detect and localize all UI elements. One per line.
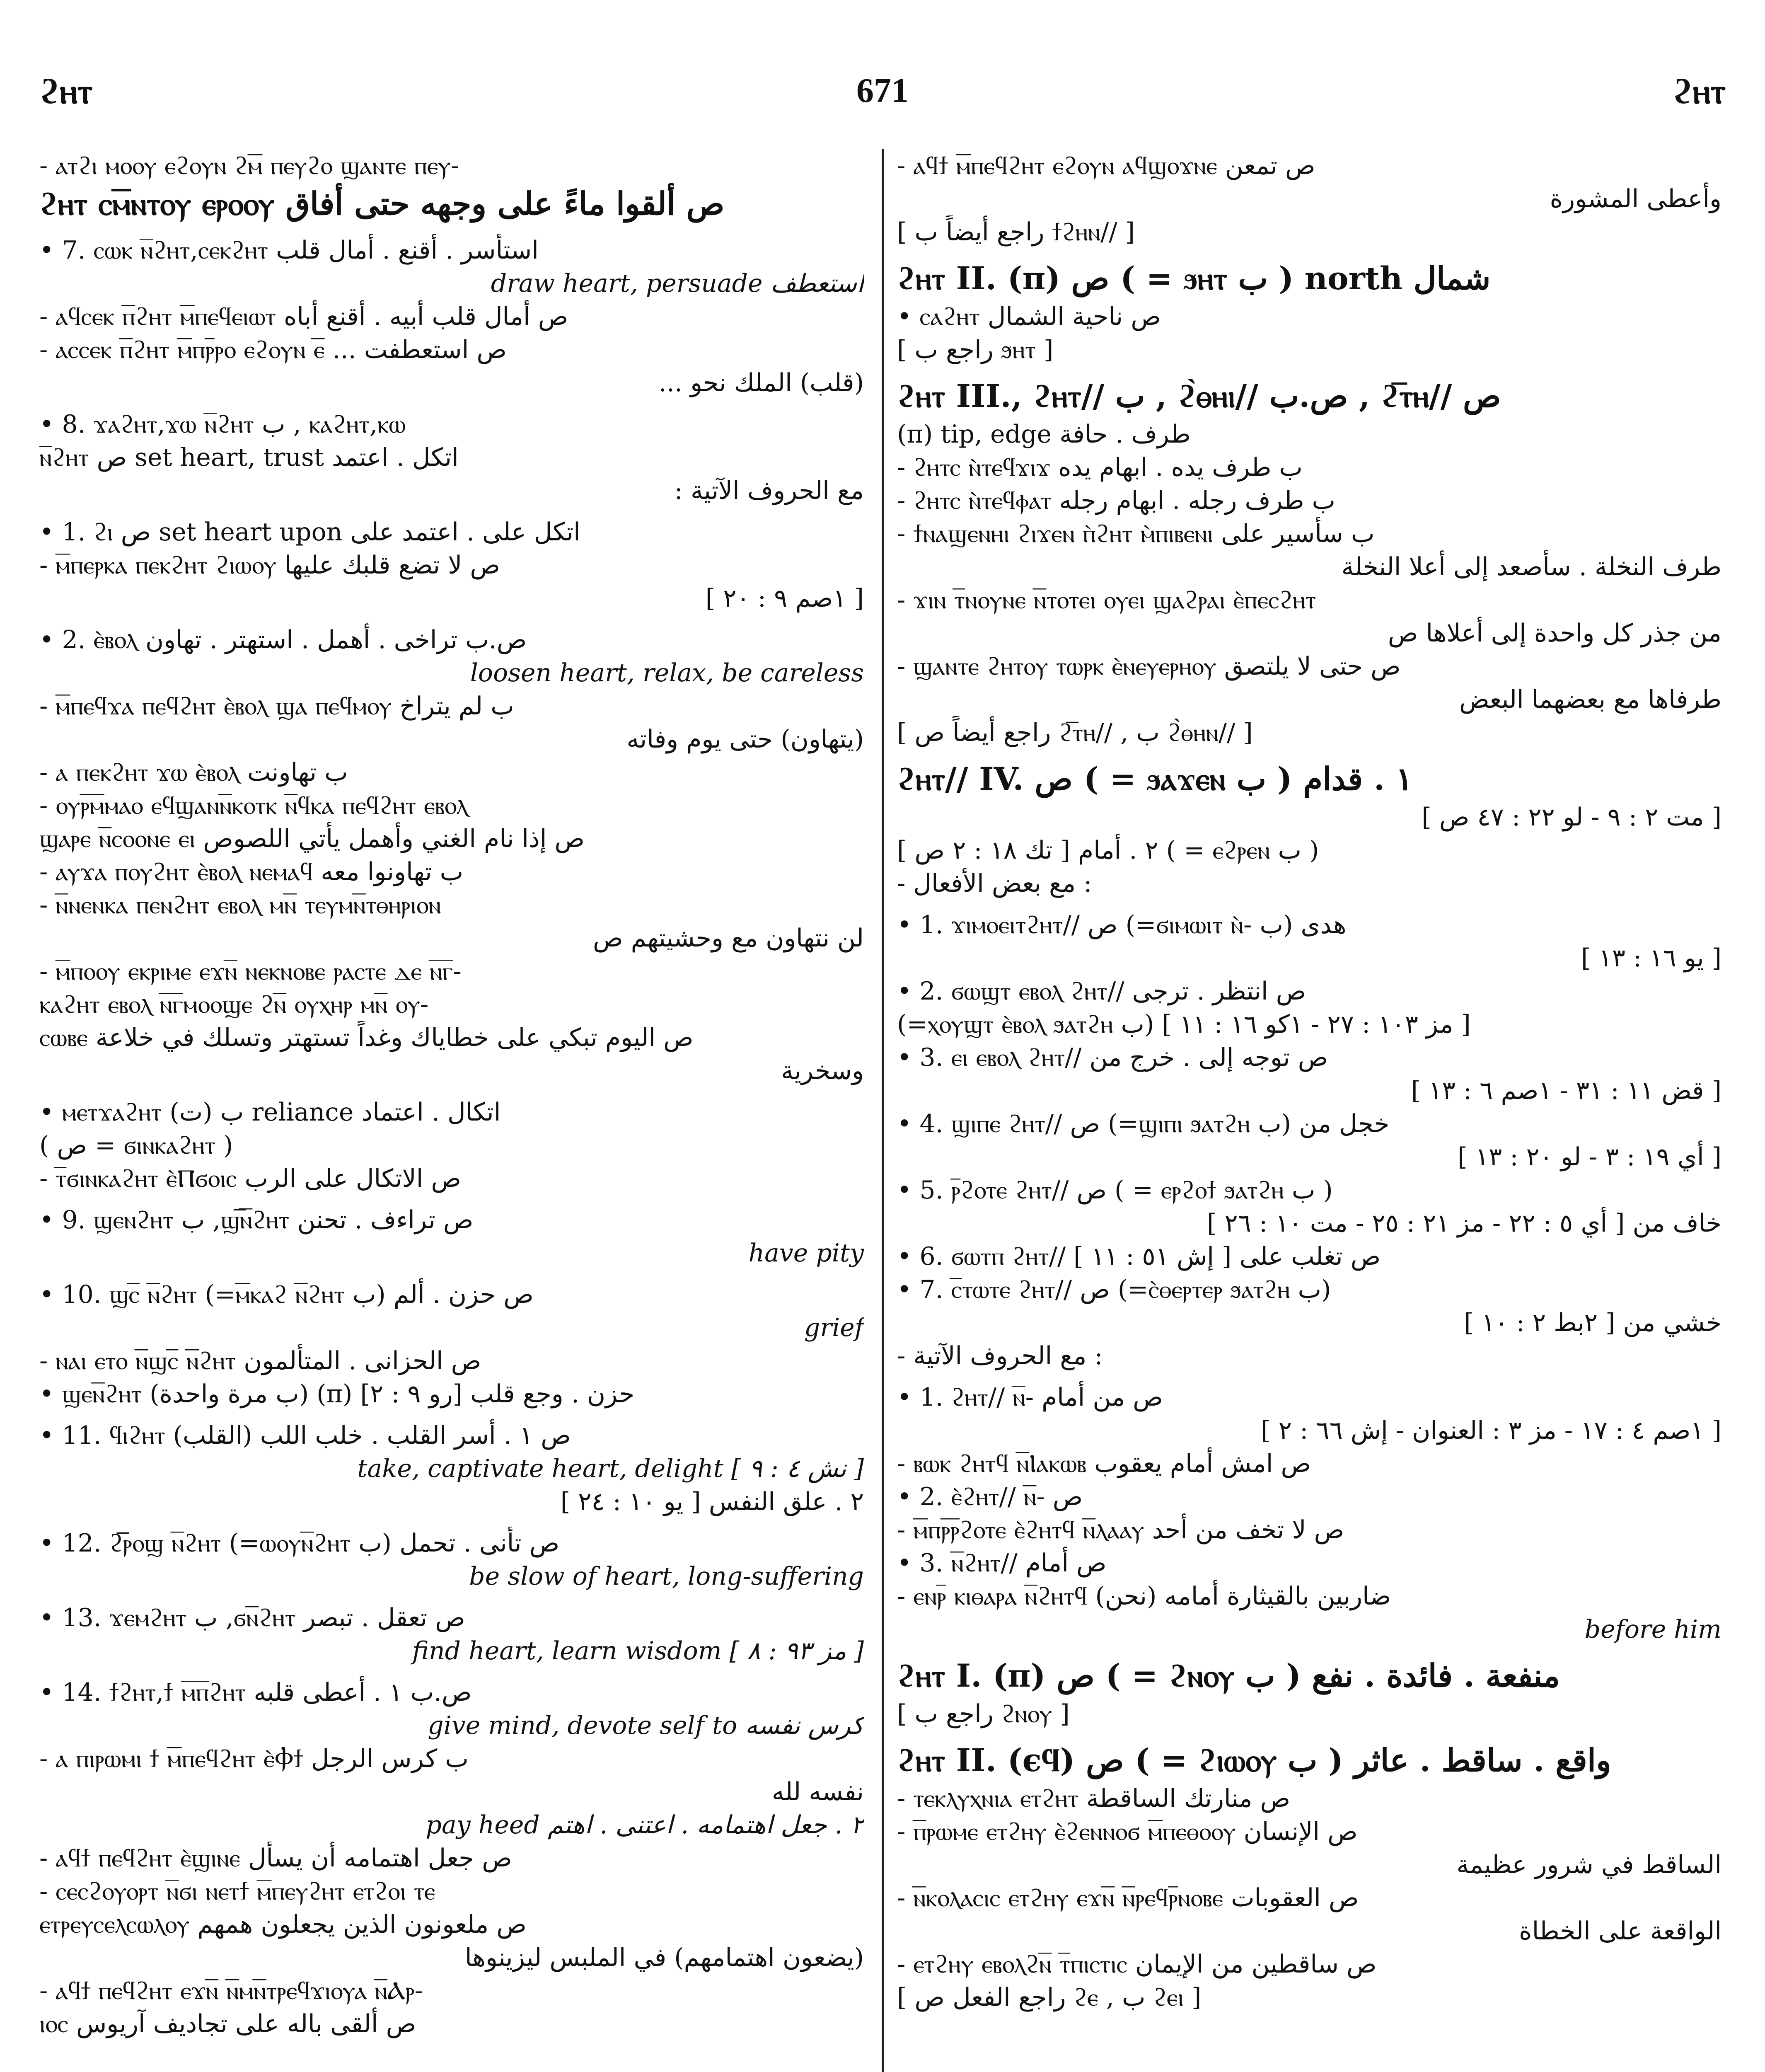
entry-line: - ϩⲏⲧⲥ ⲛ̀ⲧⲉϥϫⲓϫ ب طرف يده . ابهام يده bbox=[897, 453, 1303, 482]
entry-line: • 2. ⲉ̀ϩⲏⲧ// ⲛ̅- ص bbox=[897, 1482, 1083, 1511]
entry-line: نفسه لله bbox=[771, 1777, 864, 1806]
entry-line: - ⲁϥⲥⲉⲕ ⲡ̅ϩⲏⲧ ⲙ̅ⲡⲉϥⲉⲓⲱⲧ ص أمال قلب أبيه . أقنع أباه bbox=[39, 302, 568, 331]
dictionary-entry bbox=[39, 234, 864, 399]
entry-line: • ϣⲉⲛ̅ϩⲏⲧ (ب مرة واحدة) (π) حزن . وجع قلب [رو ٩ : ٢] bbox=[39, 1380, 635, 1409]
entry-line: الواقعة على الخطاة bbox=[1519, 1917, 1721, 1946]
entry-line: • ⲥⲁϩⲏⲧ ص ناحية الشمال bbox=[897, 302, 1161, 331]
entry-line: - ⲟⲩⲣ̅ⲙ̅ⲙⲁⲟ ⲉϥϣⲁⲛⲛ̅ⲕⲟⲧⲕ ⲛ̅ϥⲕⲁ ⲡⲉϥϩⲏⲧ ⲉⲃⲟⲗ bbox=[39, 791, 468, 820]
entry-line: ϣⲁⲣⲉ ⲛ̅ⲥⲟⲟⲛⲉ ⲉⲓ ص إذا نام الغني وأهمل يأتي اللصوص bbox=[39, 824, 585, 853]
entry-line: وسخرية bbox=[781, 1056, 864, 1085]
entry-line: - ϩⲏⲧⲥ ⲛ̀ⲧⲉϥⲫⲁⲧ ب طرف رجله . ابهام رجله bbox=[897, 486, 1336, 515]
dictionary-entry bbox=[39, 1096, 864, 1195]
dictionary-entry bbox=[39, 149, 864, 225]
entry-line: find heart, learn wisdom [ مز ٩٣ : ٨ ] bbox=[412, 1636, 864, 1665]
entry-line: (=ⲭⲟⲩϣⲧ ⲉ̀ⲃⲟⲗ ϧⲁⲧϩⲏ ب) [ مز ١٠٣ : ٢٧ - ١كو ١٦ : ١١ ] bbox=[897, 1010, 1471, 1039]
dictionary-entry bbox=[39, 1278, 864, 1411]
entry-line: • 8. ϫⲁϩⲏⲧ,ϫⲱ ⲛ̅ϩⲏⲧ ب , ⲕⲁϩⲏⲧ,ⲕⲱ bbox=[39, 410, 406, 439]
entry-line: - ⲙ̅ⲡⲣ̅ⲣ̅ϩⲟⲧⲉ ⲉ̀ϩⲏⲧϥ ⲛ̅ⲗⲁⲁⲩ ص لا تخف من أحد bbox=[897, 1515, 1344, 1544]
entry-line: - ⲁϥϯ ⲡⲉϥϩⲏⲧ ⲉ̀ϣⲓⲛⲉ ص جعل اهتمامه أن يسأل bbox=[39, 1844, 512, 1873]
entry-line: • 14. ϯϩⲏⲧ,ϯ ⲙ̅ⲡ̅ϩⲏⲧ ص.ب ١ . أعطى قلبه bbox=[39, 1678, 472, 1707]
dictionary-entry bbox=[39, 1419, 864, 1518]
dictionary-entry bbox=[897, 149, 1721, 249]
running-head-left: ϩⲏⲧ bbox=[39, 70, 93, 111]
dictionary-entry bbox=[39, 623, 864, 1087]
entry-line: [ راجع أيضاً ص ϩ̅ⲧⲏ// , ب ϩ̀ⲑⲏⲛ// ] bbox=[897, 718, 1253, 747]
entry-line: • 1. ϩⲓ ص set heart upon اتكل على . اعتمد على bbox=[39, 518, 580, 547]
entry-line: • 1. ϩⲏⲧ// ⲛ̅- ص من أمام bbox=[897, 1383, 1163, 1412]
entry-line: طرف النخلة . سأصعد إلى أعلا النخلة bbox=[1341, 552, 1721, 581]
dictionary-entry bbox=[897, 1654, 1721, 1731]
entry-line: • 2. ϭⲱϣⲧ ⲉⲃⲟⲗ ϩⲏⲧ// ص انتظر . ترجى bbox=[897, 977, 1306, 1006]
entry-line: ϩⲏⲧ// IV. ص ( = ϧⲁϫⲉⲛ ب ) ١ . قدام bbox=[897, 760, 1413, 797]
entry-line: [ راجع ب ϩⲛⲟⲩ ] bbox=[897, 1699, 1070, 1728]
entry-line: (يتهاون) حتى يوم وفاته bbox=[626, 725, 864, 754]
entry-line: • 11. ϥⲓϩⲏⲧ ص ١ . أسر القلب . خلب اللب (القلب) bbox=[39, 1421, 571, 1450]
left-column bbox=[39, 149, 864, 2072]
entry-line: • 12. ϩ̅ⲣⲟϣ ⲛ̅ϩⲏⲧ (=ⲱⲟⲩⲛ̅ϩⲏⲧ ب) ص تأنى . تحمل bbox=[39, 1529, 560, 1558]
dictionary-entry bbox=[39, 516, 864, 615]
entry-line: طرفاها مع بعضهما البعض bbox=[1459, 685, 1721, 714]
entry-line: - ⲥⲉⲥϩⲟⲩⲟⲣⲧ ⲛ̅ϭⲓ ⲛⲉⲧϯ ⲙ̅ⲡⲉⲩϩⲏⲧ ⲉⲧϩⲟⲓ ⲧⲉ bbox=[39, 1877, 435, 1906]
entry-line: before him bbox=[1584, 1615, 1721, 1644]
entry-line: - ⲙ̅ⲡⲉⲣⲕⲁ ⲡⲉⲕϩⲏⲧ ϩⲓⲱⲟⲩ ص لا تضع قلبك عليها bbox=[39, 551, 500, 580]
entry-line: - ⲙ̅ⲡⲉϥϫⲁ ⲡⲉϥϩⲏⲧ ⲉ̀ⲃⲟⲗ ϣⲁ ⲡⲉϥⲙⲟⲩ ب لم يتراخ bbox=[39, 692, 514, 721]
entry-line: ٢ . علق النفس [ يو ١٠ : ٢٤ ] bbox=[560, 1487, 864, 1516]
entry-line: • 7. ⲥ̅ⲧⲱⲧⲉ ϩⲏⲧ// ص (=ⲥ̀ⲑⲉⲣⲧⲉⲣ ϧⲁⲧϩⲏ ب) bbox=[897, 1275, 1331, 1304]
entry-line: [ قض ١١ : ٣١ - ١صم ٦ : ١٣ ] bbox=[1411, 1076, 1721, 1105]
entry-line: - ⲁ ⲡⲓⲣⲱⲙⲓ ϯ ⲙ̅ⲡⲉϥϩⲏⲧ ⲉ̀Ⲫϯ ب كرس الرجل bbox=[39, 1744, 469, 1773]
entry-line: [ ١صم ٤ : ١٧ - مز ٣ : العنوان - إش ٦٦ : ٢ ] bbox=[1261, 1416, 1721, 1445]
dictionary-entry bbox=[897, 758, 1721, 900]
column-divider bbox=[882, 149, 884, 2072]
entry-line: - ϫⲓⲛ ⲧ̅ⲛⲟⲩⲛⲉ ⲛ̅ⲧⲟⲧⲉⲓ ⲟⲩⲉⲓ ϣⲁϩⲣⲁⲓ ⲉ̀ⲡⲉⲥϩⲏⲧ bbox=[897, 586, 1316, 615]
entry-line: • ⲙⲉⲧϫⲁϩⲏⲧ ب (ت) reliance اتكال . اعتماد bbox=[39, 1098, 501, 1127]
dictionary-entry bbox=[39, 1203, 864, 1270]
entry-line: [ ١صم ٩ : ٢٠ ] bbox=[705, 584, 864, 613]
dictionary-entry bbox=[897, 1739, 1721, 2014]
entry-line: [ أي ١٩ : ٣ - لو ٢٠ : ١٣ ] bbox=[1458, 1143, 1721, 1172]
entry-line: • 13. ϫⲉⲙϩⲏⲧ ب ,ϭⲛ̅ϩⲏⲧ ص تعقل . تبصر bbox=[39, 1603, 465, 1632]
entry-line: ٢ . أمام [ تك ١٨ : ٢ ص ] ( = ⲉϩⲣⲉⲛ ب ) bbox=[897, 836, 1319, 865]
entry-line: خشي من [ ٢بط ٢ : ١٠ ] bbox=[1464, 1308, 1721, 1337]
entry-line: ϩⲏⲧ II. (ϵϥ) ص ( = ϩⲓⲱⲟⲩ ب ) واقع . ساقط . عاثر bbox=[897, 1742, 1611, 1779]
entry-line: draw heart, persuade استعطف bbox=[491, 269, 864, 298]
entry-line: - ⲁϥϯ ⲡⲉϥϩⲏⲧ ⲉϫⲛ̅ ⲛ̅ⲙⲛ̅ⲧⲣⲉϥϫⲓⲟⲩⲁ ⲛ̅Ⲁⲣ- bbox=[39, 1976, 423, 2005]
entry-line: - ⲛ̅ⲕⲟⲗⲁⲥⲓⲥ ⲉⲧϩⲏⲩ ⲉϫⲛ̅ ⲛ̅ⲣⲉϥⲣ̅ⲛⲟⲃⲉ ص العقوبات bbox=[897, 1883, 1359, 1912]
entry-line: ϩⲏⲧ I. (π) ص ( = ϩⲛⲟⲩ ب ) منفعة . فائدة . نفع bbox=[897, 1657, 1560, 1694]
entry-line: pay heed ٢ . جعل اهتمامه . اعتنى . اهتم bbox=[426, 1811, 864, 1840]
entry-line: ϩⲏⲧ II. (π) ص ( = ϧⲏⲧ ب ) north شمال bbox=[897, 260, 1491, 297]
entry-line: (يضعون اهتمامهم) في الملبس ليزينوها bbox=[465, 1943, 864, 1972]
dictionary-entry bbox=[897, 375, 1721, 749]
entry-line: • 1. ϫⲓⲙⲟⲉⲓⲧϩⲏⲧ// ص (=ϭⲓⲙⲱⲓⲧ ⲛ̀- ب) هدى bbox=[897, 910, 1347, 939]
page-number: 671 bbox=[856, 71, 909, 110]
dictionary-entry bbox=[897, 1381, 1721, 1646]
dictionary-entry bbox=[39, 1601, 864, 1668]
entry-line: ⲉⲧⲣⲉⲩⲥⲉⲗⲥⲱⲗⲟⲩ ص ملعونون الذين يجعلون همهم bbox=[39, 1910, 527, 1939]
dictionary-entry bbox=[897, 257, 1721, 366]
entry-line: [ راجع أيضاً ب ϯϩⲏⲛ// ] bbox=[897, 218, 1135, 247]
entry-line: [ راجع ب ϧⲏⲧ ] bbox=[897, 335, 1054, 364]
entry-line: • 5. ⲣ̅ϩⲟⲧⲉ ϩⲏⲧ// ص ( = ⲉⲣϩⲟϯ ϧⲁⲧϩⲏ ب ) bbox=[897, 1176, 1333, 1205]
running-head-right: ϩⲏⲧ bbox=[1672, 70, 1726, 111]
entry-line: - ⲧ̅ϭⲓⲛⲕⲁϩⲏⲧ ⲉ̀Ⲡϭⲟⲓⲥ ص الاتكال على الرب bbox=[39, 1164, 462, 1193]
dictionary-entry bbox=[39, 1527, 864, 1593]
entry-line: - مع بعض الأفعال : bbox=[897, 869, 1092, 898]
entry-line: - ϯⲛⲁϣⲉⲛⲏⲓ ϩⲓϫⲉⲛ ⲡ̀ϩⲏⲧ ⲙ̀ⲡⲓⲃⲉⲛⲓ ب سأسير على bbox=[897, 519, 1375, 548]
entry-line: - ⲁⲧϩⲓ ⲙⲟⲟⲩ ⲉϩⲟⲩⲛ ϩⲙ̅ ⲡⲉⲩϩⲟ ϣⲁⲛⲧⲉ ⲡⲉⲩ- bbox=[39, 151, 459, 180]
entry-line: - ϣⲁⲛⲧⲉ ϩⲏⲧⲟⲩ ⲧⲱⲣⲕ ⲉ̀ⲛⲉⲩⲉⲣⲏⲟⲩ ص حتى لا يلتصق bbox=[897, 652, 1401, 681]
entry-line: - ⲛⲁⲓ ⲉⲧⲟ ⲛ̅ϣⲥ̅ ⲛ̅ϩⲏⲧ ص الحزانى . المتألمون bbox=[39, 1346, 481, 1375]
entry-line: خاف من [ أي ٥ : ٢٢ - مز ٢١ : ٢٥ - مت ١٠ : ٢٦ ] bbox=[1206, 1209, 1721, 1238]
entry-line: [ مت ٢ : ٩ - لو ٢٢ : ٤٧ ص ] bbox=[1422, 803, 1721, 832]
entry-line: ϩⲏⲧ ⲥⲙ̅ⲛⲧⲟⲩ ⲉⲣⲟⲟⲩ ص ألقوا ماءً على وجهه حتى أفاق bbox=[39, 185, 725, 222]
entry-line: • 3. ⲉⲓ ⲉⲃⲟⲗ ϩⲏⲧ// ص توجه إلى . خرج من bbox=[897, 1043, 1328, 1072]
entry-line: وأعطى المشورة bbox=[1550, 184, 1721, 213]
entry-line: - ⲧⲉⲕⲗⲩⲭⲛⲓⲁ ⲉⲧϩⲏⲧ ص منارتك الساقطة bbox=[897, 1784, 1291, 1813]
entry-line: give mind, devote self to كرس نفسه bbox=[428, 1711, 864, 1740]
entry-line: ϩⲏⲧ III., ϩⲏⲧ// ب , ϩ̀ⲑⲏⲓ// ص.ب , ϩ̅ⲧⲏ// ص bbox=[897, 378, 1501, 414]
entry-line: • 7. ⲥⲱⲕ ⲛ̅ϩⲏⲧ,ⲥⲉⲕϩⲏⲧ استأسر . أقنع . أمال قلب bbox=[39, 236, 539, 265]
entry-line: - ⲛ̅ⲛⲉⲛⲕⲁ ⲡⲉⲛϩⲏⲧ ⲉⲃⲟⲗ ⲙⲛ̅ ⲧⲉⲩⲙⲛ̅ⲧⲑⲏⲣⲓⲟⲛ bbox=[39, 891, 441, 920]
dictionary-entry bbox=[39, 1676, 864, 2041]
entry-line: grief bbox=[804, 1313, 864, 1342]
entry-line: • 6. ϭⲱⲧⲡ ϩⲏⲧ// ص تغلب على [ إش ٥١ : ١١ ] bbox=[897, 1242, 1381, 1271]
entry-line: - ⲁ ⲡⲉⲕϩⲏⲧ ϫⲱ ⲉ̀ⲃⲟⲗ ب تهاونت bbox=[39, 758, 348, 787]
entry-line: - ⲉⲧϩⲏⲩ ⲉⲃⲟⲗϩⲛ̅ ⲧ̅ⲡⲓⲥⲧⲓⲥ ص ساقطين من الإيمان bbox=[897, 1950, 1377, 1979]
dictionary-entry bbox=[39, 408, 864, 507]
entry-line: [ يو ١٦ : ١٣ ] bbox=[1581, 944, 1721, 973]
entry-line: ⲥⲱⲃⲉ ص اليوم تبكي على خطاياك وغداً تستهتر وتسلك في خلاعة bbox=[39, 1023, 694, 1052]
entry-line: take, captivate heart, delight [ نش ٤ : ٩ ] bbox=[357, 1454, 864, 1483]
entry-line: لن نتهاون مع وحشيتهم ص bbox=[592, 924, 864, 953]
entry-line: - ⲙ̅ⲡⲟⲟⲩ ⲉⲕⲣⲓⲙⲉ ⲉϫⲛ̅ ⲛⲉⲕⲛⲟⲃⲉ ⲣⲁⲥⲧⲉ ⲇⲉ ⲛ̅ⲅ̅- bbox=[39, 957, 462, 986]
entry-line: (π) tip, edge طرف . حافة bbox=[897, 420, 1191, 449]
right-column bbox=[897, 149, 1721, 2072]
entry-line: من جذر كل واحدة إلى أعلاها ص bbox=[1388, 619, 1721, 648]
entry-line: • 2. ⲉ̀ⲃⲟⲗ ص.ب تراخى . أهمل . استهتر . تهاون bbox=[39, 625, 527, 654]
entry-line: [ راجع الفعل ص ϩⲉ , ب ϩⲉⲓ ] bbox=[897, 1983, 1202, 2012]
entry-line: - ⲁϥϯ ⲙ̅ⲡⲉϥϩⲏⲧ ⲉϩⲟⲩⲛ ⲁϥϣⲟϫⲛⲉ ص تمعن bbox=[897, 151, 1315, 180]
entry-line: - مع الحروف الآتية : bbox=[897, 1341, 1103, 1370]
entry-line: - ⲁⲥⲥⲉⲕ ⲡ̅ϩⲏⲧ ⲙ̅ⲡⲣ̅ⲣⲟ ⲉϩⲟⲩⲛ ⲉ̅ ... ص استعطفت bbox=[39, 335, 507, 364]
entry-line: • 9. ϣⲉⲛϩⲏⲧ ب ,ϣ̅ⲛ̅ϩⲏⲧ ص تراءف . تحنن bbox=[39, 1205, 474, 1234]
dictionary-entry bbox=[897, 908, 1721, 1372]
entry-line: ⲕⲁϩⲏⲧ ⲉⲃⲟⲗ ⲛ̅ⲅ̅ⲙⲟⲟϣⲉ ϩⲛ̅ ⲟⲩⲭⲏⲣ ⲙⲛ̅ ⲟⲩ- bbox=[39, 990, 429, 1019]
entry-line: • 10. ϣⲥ̅ ⲛ̅ϩⲏⲧ (=ⲙ̅ⲕⲁϩ ⲛ̅ϩⲏⲧ ب) ص حزن . ألم bbox=[39, 1280, 534, 1309]
entry-line: • 4. ϣⲓⲡⲉ ϩⲏⲧ// ص (=ϣⲓⲡⲓ ϧⲁⲧϩⲏ ب) خجل من bbox=[897, 1109, 1390, 1138]
entry-line: (قلب) الملك نحو ... bbox=[658, 368, 864, 397]
entry-line: - ⲉⲛⲣ̅ ⲕⲓⲑⲁⲣⲁ ⲛ̅ϩⲏⲧϥ (نحن) ضاربين بالقيثارة أمامه bbox=[897, 1582, 1391, 1611]
entry-line: ⲓⲟⲥ ص ألقى باله على تجاديف آريوس bbox=[39, 2009, 416, 2038]
entry-line: have pity bbox=[748, 1239, 864, 1268]
entry-line: ( ص = ϭⲓⲛⲕⲁϩⲏⲧ ) bbox=[39, 1131, 233, 1160]
entry-line: مع الحروف الآتية : bbox=[674, 476, 864, 505]
entry-line: - ⲡ̅ⲣⲱⲙⲉ ⲉⲧϩⲏⲩ ⲉ̀ϩⲉⲛⲛⲟϭ ⲙ̅ⲡⲉⲑⲟⲟⲩ ص الإنسان bbox=[897, 1817, 1358, 1846]
entry-line: - ⲃⲱⲕ ϩⲏⲧϥ ⲛ̅Ⲓⲁⲕⲱⲃ ص امش أمام يعقوب bbox=[897, 1449, 1311, 1478]
entry-line: - ⲁⲩϫⲁ ⲡⲟⲩϩⲏⲧ ⲉ̀ⲃⲟⲗ ⲛⲉⲙⲁϥ ب تهاونوا معه bbox=[39, 857, 464, 886]
entry-line: • 3. ⲛ̅ϩⲏⲧ// ص أمام bbox=[897, 1549, 1107, 1578]
entry-line: الساقط في شرور عظيمة bbox=[1456, 1850, 1721, 1879]
entry-line: be slow of heart, long-suffering bbox=[469, 1562, 864, 1591]
entry-line: ⲛ̅ϩⲏⲧ ص set heart, trust اتكل . اعتمد bbox=[39, 443, 459, 472]
entry-line: loosen heart, relax, be careless bbox=[470, 658, 864, 687]
